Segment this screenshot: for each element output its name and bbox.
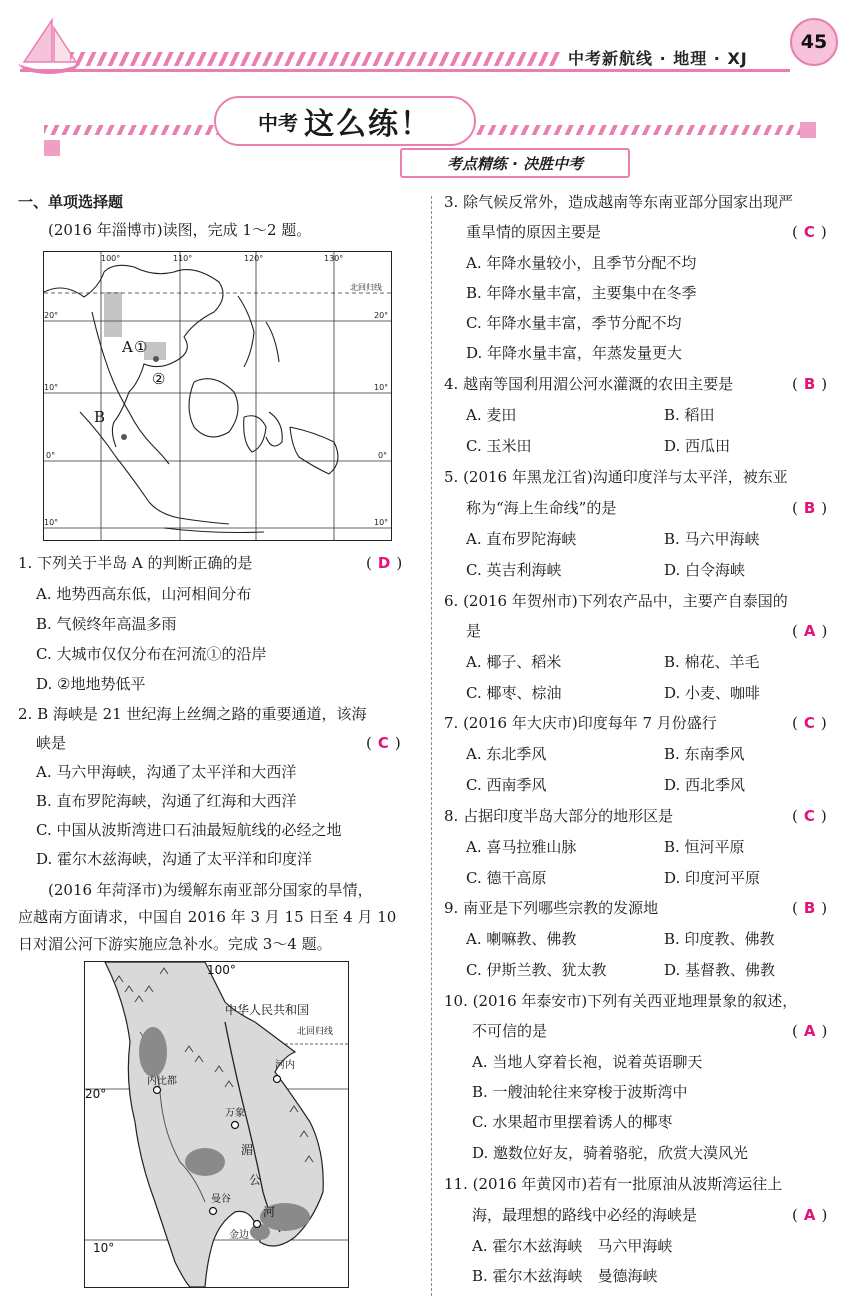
river-label: 公 (249, 1173, 262, 1187)
header-rule (20, 69, 790, 72)
question-2-cont: 峡是 (36, 734, 67, 752)
lat-label: 10° (93, 1241, 115, 1255)
lon-label: 120° (244, 254, 264, 263)
question-8: 8. 占据印度半岛大部分的地形区是 (444, 807, 674, 825)
answer-letter: C (803, 807, 815, 825)
option: A. 麦田 (466, 406, 517, 424)
question-11: 11. (2016 年黄冈市)若有一批原油从波斯湾运往上 (444, 1175, 783, 1193)
option: D. 年降水量丰富，年蒸发量更大 (466, 344, 683, 362)
banner-big-text: 这么练！ (304, 107, 432, 142)
tropic-label: 北回归线 (350, 283, 382, 292)
river-label: 河 (263, 1205, 276, 1219)
option: D. 邀数位好友，骑着骆驼，欣赏大漠风光 (472, 1144, 749, 1162)
river-label: 湄 (241, 1143, 254, 1157)
banner-stripe-right (470, 125, 800, 135)
answer-letter: C (803, 223, 815, 241)
question-5-cont: 称为“海上生命线”的是 (466, 499, 617, 517)
question-7: 7. (2016 年大庆市)印度每年 7 月份盛行 (444, 714, 717, 732)
option: A. 直布罗陀海峡 (466, 530, 577, 548)
city-bangkok: 曼谷 (211, 1194, 231, 1205)
option: B. 一艘油轮往来穿梭于波斯湾中 (472, 1083, 688, 1101)
option: A. 马六甲海峡，沟通了太平洋和大西洋 (36, 763, 297, 781)
option: A. 当地人穿着长袍，说着英语聊天 (472, 1053, 703, 1071)
option: D. ②地地势低平 (36, 675, 146, 693)
header-stripe (70, 52, 560, 66)
option: D. 基督教、佛教 (664, 961, 776, 979)
answer-letter: D (377, 554, 391, 572)
question-3-cont: 重旱情的原因主要是 (466, 223, 602, 241)
question-5: 5. (2016 年黑龙江省)沟通印度洋与太平洋，被东亚 (444, 468, 788, 486)
answer-9: ( B ) (792, 899, 828, 917)
lon-label: 110° (173, 254, 193, 263)
section-title: 一、单项选择题 (18, 193, 124, 211)
answer-1: ( D ) (366, 554, 403, 572)
decor-square (44, 140, 60, 156)
city-phnompenh: 金边 (229, 1230, 249, 1241)
question-6: 6. (2016 年贺州市)下列农产品中，主要产自泰国的 (444, 592, 788, 610)
option: D. 霍尔木兹海峡，沟通了太平洋和印度洋 (36, 850, 313, 868)
answer-letter: B (803, 375, 816, 393)
column-divider (431, 196, 432, 1296)
question-11-cont: 海，最理想的路线中必经的海峡是 (472, 1206, 698, 1224)
option: D. 白令海峡 (664, 561, 746, 579)
option: C. 德干高原 (466, 869, 547, 887)
option: D. 西北季风 (664, 776, 746, 794)
option: C. 大城市仅仅分布在河流①的沿岸 (36, 645, 267, 663)
answer-5: ( B ) (792, 499, 828, 517)
option: A. 喜马拉雅山脉 (466, 838, 577, 856)
answer-8: ( C ) (792, 807, 827, 825)
city-vientiane: 万象 (225, 1108, 245, 1119)
page-number: 45 (790, 18, 838, 66)
question-1: 1. 下列关于半岛 A 的判断正确的是 (18, 554, 253, 572)
answer-letter: A (803, 1022, 816, 1040)
lat-label: 10° (374, 518, 389, 527)
label-point-2: ② (152, 370, 166, 388)
question-6-cont: 是 (466, 622, 482, 640)
intro-2-line: 应越南方面请求，中国自 2016 年 3 月 15 日至 4 月 10 (18, 908, 397, 926)
lon-label: 130° (324, 254, 344, 263)
option: C. 玉米田 (466, 437, 532, 455)
section-banner (214, 96, 476, 146)
city-naypyidaw: 内比都 (147, 1076, 177, 1087)
option: D. 西瓜田 (664, 437, 731, 455)
answer-7: ( C ) (792, 714, 827, 732)
lat-label: 20° (85, 1087, 107, 1101)
option: C. 英吉利海峡 (466, 561, 562, 579)
answer-11: ( A ) (792, 1206, 828, 1224)
sailboat-logo-icon (14, 14, 84, 76)
indochina-map (84, 961, 349, 1288)
option: B. 年降水量丰富，主要集中在冬季 (466, 284, 697, 302)
option: C. 椰枣、棕油 (466, 684, 562, 702)
option: A. 东北季风 (466, 745, 547, 763)
lat-label: 0° (378, 451, 388, 460)
option: B. 印度教、佛教 (664, 930, 775, 948)
option: D. 印度河平原 (664, 869, 761, 887)
tropic-label: 北回归线 (297, 1027, 334, 1037)
answer-letter: C (803, 714, 815, 732)
option: C. 水果超市里摆着诱人的椰枣 (472, 1113, 673, 1131)
southeast-asia-map-drawing (44, 252, 391, 540)
banner-slogan: 考点精练 · 决胜中考 (400, 148, 630, 178)
lat-label: 10° (374, 383, 389, 392)
lon-label: 100° (207, 963, 236, 977)
question-9: 9. 南亚是下列哪些宗教的发源地 (444, 899, 659, 917)
question-4: 4. 越南等国利用湄公河水灌溉的农田主要是 (444, 375, 734, 393)
answer-letter: A (803, 622, 816, 640)
china-label: 中华人民共和国 (225, 1003, 310, 1017)
intro-2-line: 日对湄公河下游实施应急补水。完成 3～4 题。 (18, 935, 332, 953)
option: C. 中国从波斯湾进口石油最短航线的必经之地 (36, 821, 342, 839)
label-B: B (94, 408, 106, 426)
answer-letter: B (803, 899, 816, 917)
banner-stripe-left (44, 125, 234, 135)
answer-4: ( B ) (792, 375, 828, 393)
option: B. 气候终年高温多雨 (36, 615, 177, 633)
answer-2: ( C ) (366, 734, 401, 752)
city-hanoi: 河内 (275, 1060, 295, 1071)
lat-label: 20° (44, 311, 59, 320)
question-10: 10. (2016 年泰安市)下列有关西亚地理景象的叙述， (444, 992, 798, 1010)
question-2: 2. B 海峡是 21 世纪海上丝绸之路的重要通道，该海 (18, 705, 367, 723)
decor-square (800, 122, 816, 138)
lat-label: 20° (374, 311, 389, 320)
answer-3: ( C ) (792, 223, 827, 241)
option: C. 西南季风 (466, 776, 547, 794)
lat-label: 10° (44, 518, 59, 527)
southeast-asia-map (43, 251, 392, 541)
option: A. 年降水量较小，且季节分配不均 (466, 254, 697, 272)
option: A. 喇嘛教、佛教 (466, 930, 577, 948)
option: B. 稻田 (664, 406, 715, 424)
banner-small-text: 中考 (258, 110, 298, 135)
intro-2-line: (2016 年菏泽市)为缓解东南亚部分国家的旱情， (48, 881, 373, 899)
option: C. 年降水量丰富，季节分配不均 (466, 314, 682, 332)
indochina-map-drawing (85, 962, 348, 1287)
lat-label: 0° (46, 451, 56, 460)
option: A. 地势西高东低，山河相间分布 (36, 585, 252, 603)
label-A: A (122, 338, 133, 356)
option: B. 霍尔木兹海峡 曼德海峡 (472, 1267, 658, 1285)
option: A. 霍尔木兹海峡 马六甲海峡 (472, 1237, 673, 1255)
option: B. 恒河平原 (664, 838, 745, 856)
option: B. 马六甲海峡 (664, 530, 760, 548)
intro-1: (2016 年淄博市)读图，完成 1～2 题。 (48, 221, 312, 239)
option: B. 东南季风 (664, 745, 745, 763)
lon-label: 100° (101, 254, 121, 263)
question-10-cont: 不可信的是 (472, 1022, 548, 1040)
answer-10: ( A ) (792, 1022, 828, 1040)
option: D. 小麦、咖啡 (664, 684, 761, 702)
label-river-1: ① (134, 338, 148, 356)
answer-letter: C (377, 734, 389, 752)
option: B. 棉花、羊毛 (664, 653, 760, 671)
lat-label: 10° (44, 383, 59, 392)
question-3: 3. 除气候反常外，造成越南等东南亚部分国家出现严 (444, 193, 794, 211)
book-series-title: 中考新航线 · 地理 · XJ (568, 49, 748, 68)
option: A. 椰子、稻米 (466, 653, 562, 671)
option: B. 直布罗陀海峡，沟通了红海和大西洋 (36, 792, 297, 810)
option: C. 伊斯兰教、犹太教 (466, 961, 607, 979)
answer-6: ( A ) (792, 622, 828, 640)
answer-letter: B (803, 499, 816, 517)
answer-letter: A (803, 1206, 816, 1224)
